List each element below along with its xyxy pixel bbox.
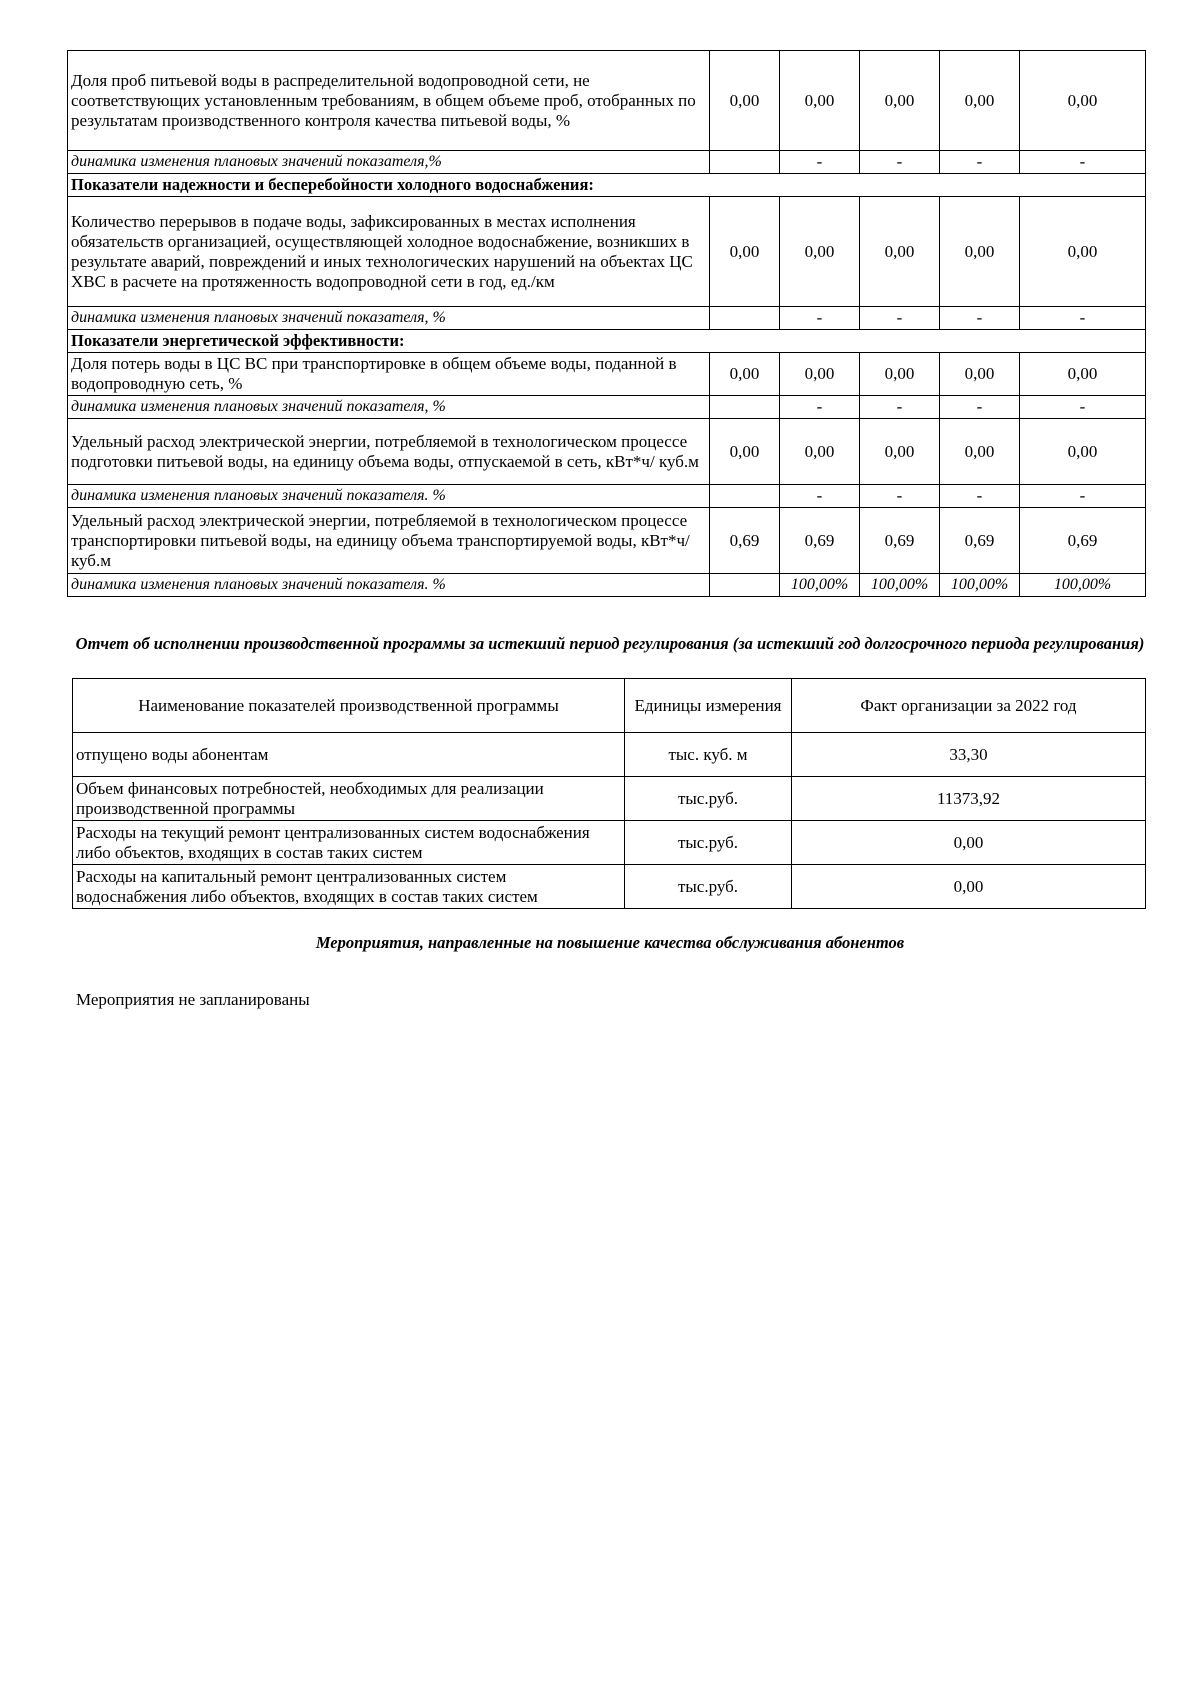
value-cell: - (780, 307, 860, 330)
section-title: Показатели надежности и бесперебойности холодного водоснабжения: (68, 174, 1146, 197)
report-heading: Отчет об исполнении производственной программы за истекший период регулирования (за истекший год долгосрочного периода регулирования) (75, 634, 1145, 653)
value-cell: 0,00 (710, 197, 780, 307)
dynamics-row (68, 151, 1146, 174)
program-table-header (73, 679, 1146, 733)
dynamics-label: динамика изменения плановых значений показателя, % (68, 396, 710, 419)
indicator-name-cell: Расходы на текущий ремонт централизованных систем водоснабжения либо объектов, входящих в состав таких систем (73, 821, 625, 865)
section-row (68, 330, 1146, 353)
unit-cell: тыс. куб. м (625, 733, 792, 777)
value-cell: 0,00 (710, 51, 780, 151)
program-row (73, 821, 1146, 865)
value-cell: - (940, 151, 1020, 174)
value-cell: 0,69 (860, 508, 940, 574)
dynamics-label: динамика изменения плановых значений показателя. % (68, 574, 710, 597)
indicator-label: Доля потерь воды в ЦС ВС при транспортировке в общем объеме воды, поданной в водопроводную сеть, % (68, 353, 710, 396)
indicator-label: Удельный расход электрической энергии, потребляемой в технологическом процессе подготовки питьевой воды, на единицу объема воды, отпускаемой в сеть, кВт*ч/ куб.м (68, 419, 710, 485)
value-cell: - (1020, 396, 1146, 419)
value-cell: 0,00 (710, 353, 780, 396)
value-cell: - (860, 307, 940, 330)
section-row (68, 174, 1146, 197)
program-row (73, 865, 1146, 909)
value-cell: 0,00 (710, 419, 780, 485)
value-cell: 0,00 (860, 197, 940, 307)
value-cell: - (860, 151, 940, 174)
dynamics-row (68, 574, 1146, 597)
value-cell: - (1020, 151, 1146, 174)
value-cell: 0,00 (860, 419, 940, 485)
unit-cell: тыс.руб. (625, 777, 792, 821)
value-cell: - (940, 396, 1020, 419)
header-unit: Единицы измерения (625, 679, 792, 733)
dynamics-row (68, 307, 1146, 330)
value-cell: 0,69 (780, 508, 860, 574)
value-cell: 0,69 (710, 508, 780, 574)
value-cell: 0,00 (780, 197, 860, 307)
value-cell: 0,00 (780, 419, 860, 485)
value-cell: 0,00 (860, 353, 940, 396)
value-cell: 0,69 (1020, 508, 1146, 574)
value-cell: 0,00 (940, 51, 1020, 151)
dynamics-row (68, 485, 1146, 508)
indicator-row (68, 419, 1146, 485)
value-cell: - (860, 396, 940, 419)
header-fact: Факт организации за 2022 год (792, 679, 1146, 733)
unit-cell: тыс.руб. (625, 821, 792, 865)
value-cell: 0,00 (940, 353, 1020, 396)
value-cell: 100,00% (940, 574, 1020, 597)
value-cell: 0,00 (1020, 419, 1146, 485)
value-cell: 0,00 (780, 51, 860, 151)
value-cell: 0,69 (940, 508, 1020, 574)
unit-cell: тыс.руб. (625, 865, 792, 909)
header-indicator-name: Наименование показателей производственной программы (73, 679, 625, 733)
indicator-row (68, 197, 1146, 307)
value-cell: 0,00 (1020, 51, 1146, 151)
value-cell: 0,00 (1020, 197, 1146, 307)
production-program-table (72, 678, 1146, 909)
fact-cell: 11373,92 (792, 777, 1146, 821)
value-cell: 0,00 (940, 419, 1020, 485)
value-cell: - (860, 485, 940, 508)
dynamics-row (68, 396, 1146, 419)
dynamics-label: динамика изменения плановых значений показателя. % (68, 485, 710, 508)
indicator-row (68, 353, 1146, 396)
value-cell: - (780, 396, 860, 419)
value-cell: 100,00% (1020, 574, 1146, 597)
indicator-label: Доля проб питьевой воды в распределительной водопроводной сети, не соответствующих установленным требованиям, в общем объеме проб, отобранных по результатам производственного контроля качества питьевой воды, % (68, 51, 710, 151)
value-cell (710, 574, 780, 597)
value-cell: 0,00 (860, 51, 940, 151)
value-cell: 0,00 (780, 353, 860, 396)
value-cell (710, 485, 780, 508)
value-cell: - (940, 307, 1020, 330)
value-cell: - (940, 485, 1020, 508)
value-cell: 100,00% (780, 574, 860, 597)
indicator-name-cell: отпущено воды абонентам (73, 733, 625, 777)
fact-cell: 0,00 (792, 865, 1146, 909)
value-cell: 0,00 (940, 197, 1020, 307)
indicator-name-cell: Расходы на капитальный ремонт централизованных систем водоснабжения либо объектов, входящих в состав таких систем (73, 865, 625, 909)
program-row (73, 733, 1146, 777)
value-cell: 0,00 (1020, 353, 1146, 396)
value-cell: 100,00% (860, 574, 940, 597)
value-cell (710, 396, 780, 419)
indicator-label: Удельный расход электрической энергии, потребляемой в технологическом процессе транспортировки питьевой воды, на единицу объема транспортируемой воды, кВт*ч/ куб.м (68, 508, 710, 574)
indicator-name-cell: Объем финансовых потребностей, необходимых для реализации производственной программы (73, 777, 625, 821)
indicator-row (68, 508, 1146, 574)
value-cell (710, 307, 780, 330)
indicators-table (67, 50, 1146, 597)
measures-text: Мероприятия не запланированы (76, 990, 310, 1009)
indicator-label: Количество перерывов в подаче воды, зафиксированных в местах исполнения обязательств организацией, осуществляющей холодное водоснабжение, возникших в результате аварий, повреждений и иных технологических нарушений на объектах ЦС ХВС в расчете на протяженность водопроводной сети в год, ед./км (68, 197, 710, 307)
dynamics-label: динамика изменения плановых значений показателя, % (68, 307, 710, 330)
indicator-row (68, 51, 1146, 151)
dynamics-label: динамика изменения плановых значений показателя,% (68, 151, 710, 174)
program-row (73, 777, 1146, 821)
measures-heading: Мероприятия, направленные на повышение качества обслуживания абонентов (315, 933, 905, 952)
value-cell (710, 151, 780, 174)
value-cell: - (1020, 485, 1146, 508)
value-cell: - (1020, 307, 1146, 330)
value-cell: - (780, 485, 860, 508)
section-title: Показатели энергетической эффективности: (68, 330, 1146, 353)
fact-cell: 33,30 (792, 733, 1146, 777)
value-cell: - (780, 151, 860, 174)
fact-cell: 0,00 (792, 821, 1146, 865)
